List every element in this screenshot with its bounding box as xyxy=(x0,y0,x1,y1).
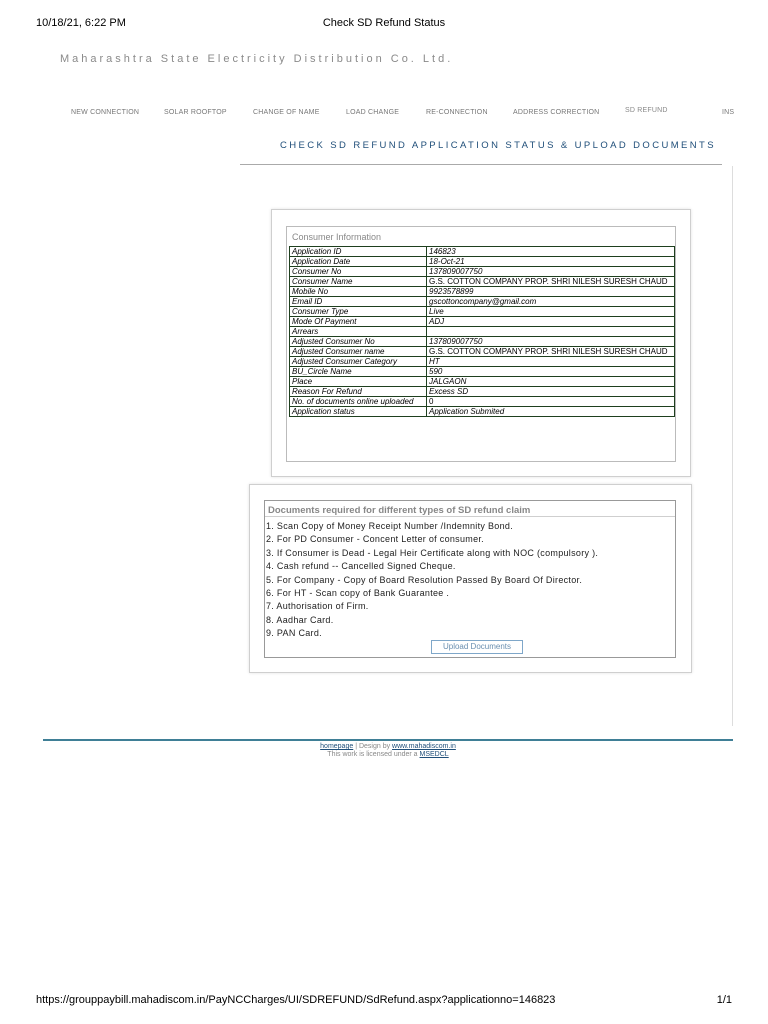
footer-line-2 xyxy=(43,751,733,759)
row-label: Email ID xyxy=(290,297,427,307)
row-label: Place xyxy=(290,377,427,387)
table-row xyxy=(290,367,675,377)
nav-sd-refund[interactable]: SD REFUND xyxy=(625,107,668,114)
nav-new-connection[interactable]: NEW CONNECTION xyxy=(71,109,140,116)
arrears-value xyxy=(427,327,675,337)
documents-list xyxy=(266,520,598,641)
list-item: 1. Scan Copy of Money Receipt Number /Indemnity Bond. xyxy=(266,521,514,531)
consumer-no-value: 137809007750 xyxy=(427,267,675,277)
consumer-info-legend: Consumer Information xyxy=(292,232,382,242)
table-row xyxy=(290,337,675,347)
application-date-value: 18-Oct-21 xyxy=(427,257,675,267)
print-url: https://grouppaybill.mahadiscom.in/PayNCCharges/UI/SDREFUND/SdRefund.aspx?applicationno=146823 xyxy=(36,994,556,1006)
consumer-info-fieldset xyxy=(286,226,676,462)
brand-title: Maharashtra State Electricity Distribution Co. Ltd. xyxy=(60,53,454,65)
consumer-info-table xyxy=(289,246,675,417)
list-item: 3. If Consumer is Dead - Legal Heir Certificate along with NOC (compulsory ). xyxy=(266,547,599,558)
adjusted-consumer-name-value: G.S. COTTON COMPANY PROP. SHRI NILESH SURESH CHAUD xyxy=(427,347,675,357)
list-item: 5. For Company - Copy of Board Resolution Passed By Board Of Director. xyxy=(266,574,583,585)
page-title: CHECK SD REFUND APPLICATION STATUS & UPLOAD DOCUMENTS xyxy=(280,140,716,151)
table-row xyxy=(290,257,675,267)
consumer-info-panel xyxy=(271,209,691,477)
list-item: 2. For PD Consumer - Concent Letter of consumer. xyxy=(266,534,484,545)
row-label: Application status xyxy=(290,407,427,417)
table-row xyxy=(290,297,675,307)
mode-of-payment-value: ADJ xyxy=(427,317,675,327)
heading-divider xyxy=(240,164,722,165)
table-row xyxy=(290,267,675,277)
table-row xyxy=(290,247,675,257)
list-item: 6. For HT - Scan copy of Bank Guarantee . xyxy=(266,588,450,599)
documents-uploaded-count: 0 xyxy=(427,397,675,407)
table-row xyxy=(290,277,675,287)
row-label: Consumer Type xyxy=(290,307,427,317)
consumer-type-value: Live xyxy=(427,307,675,317)
print-header xyxy=(36,17,732,31)
application-status-value: Application Submited xyxy=(427,407,675,417)
footer-divider xyxy=(43,739,733,741)
page-footer xyxy=(43,743,733,759)
table-row xyxy=(290,397,675,407)
table-row xyxy=(290,357,675,367)
application-id-value: 146823 xyxy=(427,247,675,257)
list-item: 4. Cash refund -- Cancelled Signed Cheque. xyxy=(266,561,456,572)
footer-design-text: | Design by xyxy=(353,743,393,750)
footer-license-text: This work is licensed under a xyxy=(327,751,420,758)
table-row xyxy=(290,327,675,337)
row-label: Reason For Refund xyxy=(290,387,427,397)
nav-re-connection[interactable]: RE-CONNECTION xyxy=(426,109,488,116)
nav-load-change[interactable]: LOAD CHANGE xyxy=(346,109,400,116)
place-value: JALGAON xyxy=(427,377,675,387)
mobile-no-value: 9923578899 xyxy=(427,287,675,297)
adjusted-consumer-no-value: 137809007750 xyxy=(427,337,675,347)
nav-solar-rooftop[interactable]: SOLAR ROOFTOP xyxy=(164,109,227,116)
nav-address-correction[interactable]: ADDRESS CORRECTION xyxy=(513,109,600,116)
row-label: Application Date xyxy=(290,257,427,267)
reason-for-refund-value: Excess SD xyxy=(427,387,675,397)
row-label: Application ID xyxy=(290,247,427,257)
documents-legend: Documents required for different types of SD refund claim xyxy=(268,505,531,516)
list-item: 7. Authorisation of Firm. xyxy=(266,601,369,612)
consumer-name-value: G.S. COTTON COMPANY PROP. SHRI NILESH SURESH CHAUD xyxy=(427,277,675,287)
documents-fieldset xyxy=(264,500,676,658)
list-item: 8. Aadhar Card. xyxy=(266,614,334,625)
bu-circle-name-value: 590 xyxy=(427,367,675,377)
table-row xyxy=(290,317,675,327)
row-label: Arrears xyxy=(290,327,427,337)
nav-change-of-name[interactable]: CHANGE OF NAME xyxy=(253,109,320,116)
msedcl-link[interactable]: MSEDCL xyxy=(419,751,449,758)
print-title: Check SD Refund Status xyxy=(322,17,446,29)
adjusted-consumer-category-value: HT xyxy=(427,357,675,367)
table-row xyxy=(290,287,675,297)
table-row xyxy=(290,407,675,417)
print-datetime: 10/18/21, 6:22 PM xyxy=(36,17,126,29)
row-label: Adjusted Consumer Category xyxy=(290,357,427,367)
email-id-value: gscottoncompany@gmail.com xyxy=(427,297,675,307)
homepage-link[interactable]: homepage xyxy=(320,743,354,750)
row-label: Consumer Name xyxy=(290,277,427,287)
table-row xyxy=(290,377,675,387)
row-label: Adjusted Consumer No xyxy=(290,337,427,347)
row-label: No. of documents online uploaded xyxy=(290,397,427,407)
row-label: Mobile No xyxy=(290,287,427,297)
table-row xyxy=(290,387,675,397)
list-item: 9. PAN Card. xyxy=(266,628,322,639)
nav-ins[interactable]: INS xyxy=(722,109,735,116)
row-label: Adjusted Consumer name xyxy=(290,347,427,357)
print-page-number: 1/1 xyxy=(716,994,732,1006)
site-link[interactable]: www.mahadiscom.in xyxy=(392,743,456,750)
print-footer xyxy=(36,994,732,1008)
footer-line-1 xyxy=(43,743,733,751)
upload-documents-button[interactable]: Upload Documents xyxy=(431,640,523,654)
documents-panel xyxy=(249,484,692,673)
table-row xyxy=(290,347,675,357)
content-right-border xyxy=(732,166,733,726)
table-row xyxy=(290,307,675,317)
row-label: BU_Circle Name xyxy=(290,367,427,377)
documents-legend-divider xyxy=(265,516,675,517)
row-label: Mode Of Payment xyxy=(290,317,427,327)
row-label: Consumer No xyxy=(290,267,427,277)
main-nav xyxy=(0,105,768,121)
